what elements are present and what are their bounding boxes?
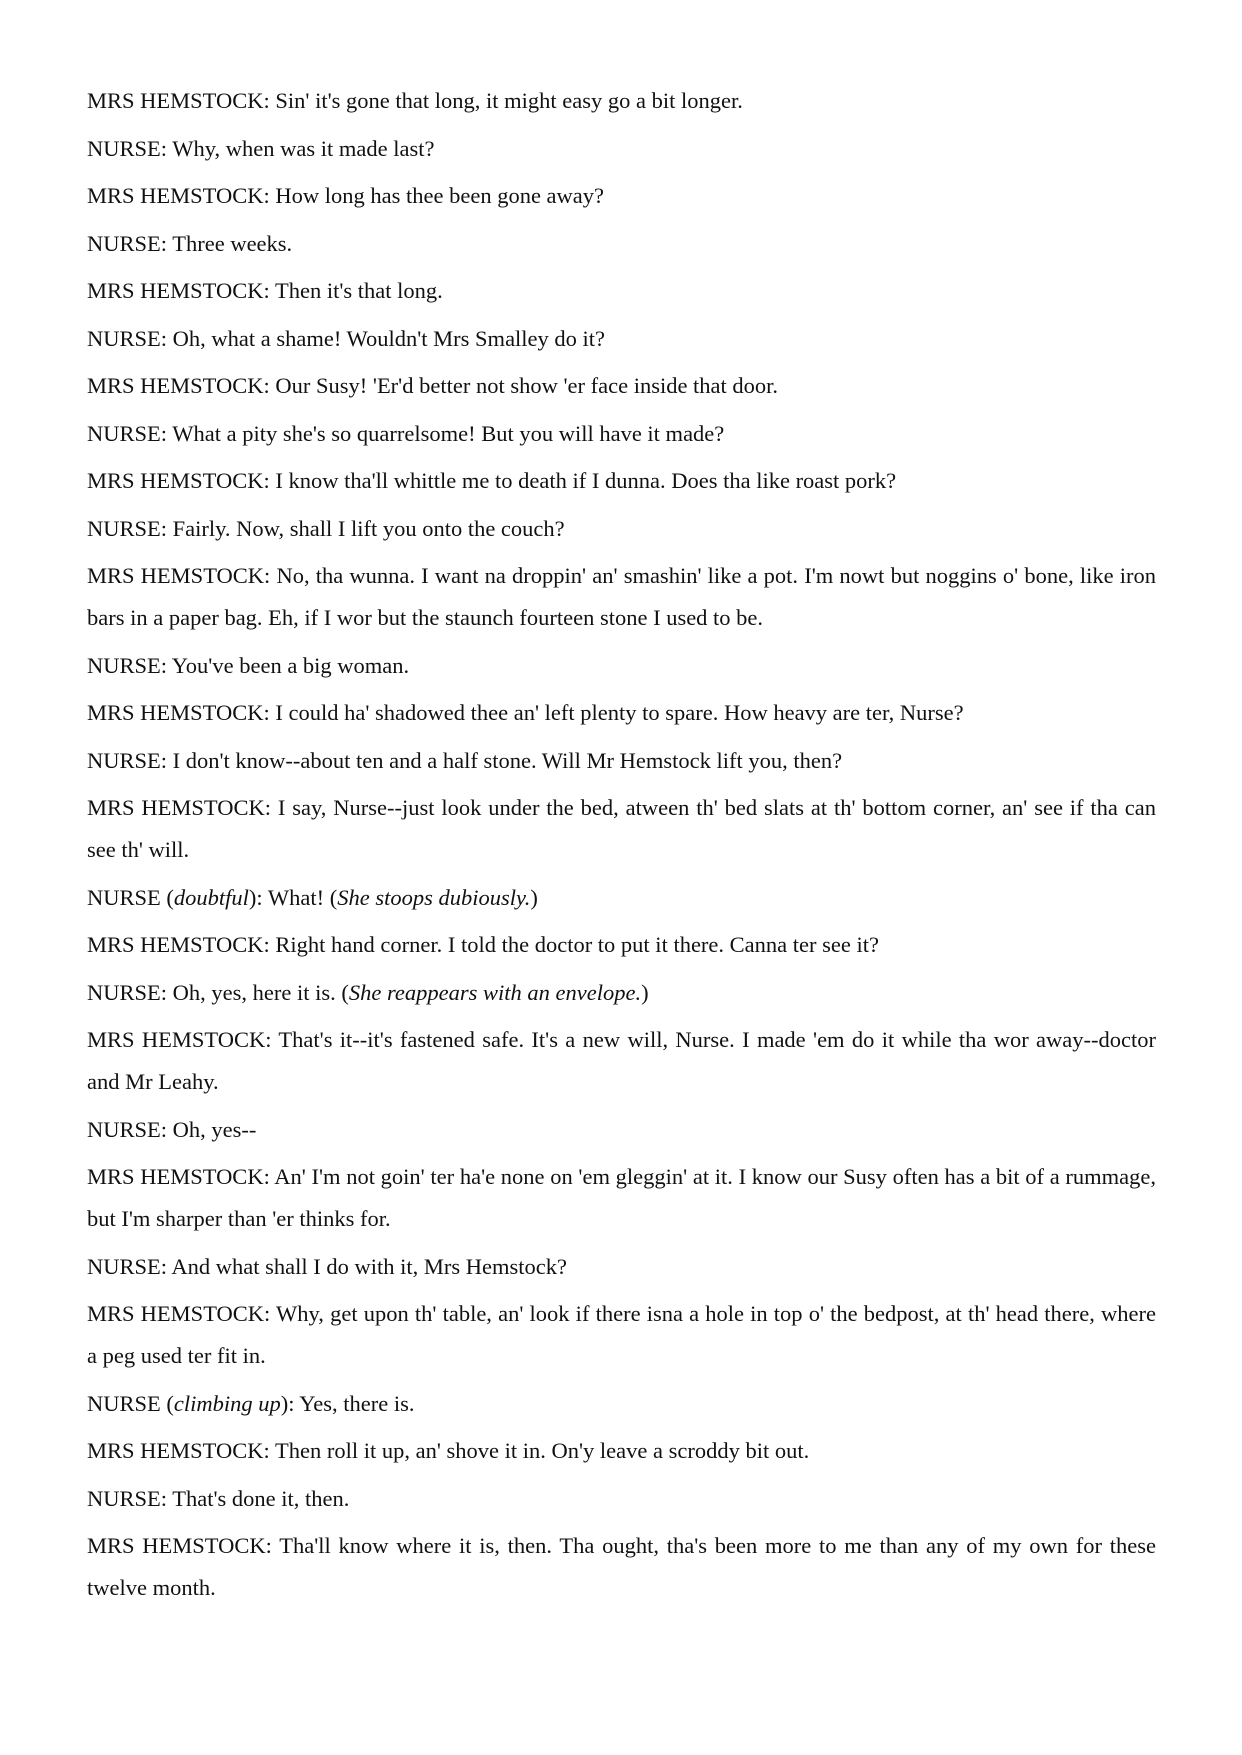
dialogue-line: MRS HEMSTOCK: That's it--it's fastened safe. It's a new will, Nurse. I made 'em do it while tha wor away--doctor and Mr Leahy. xyxy=(87,1027,1156,1094)
speech-text: ): Yes, there is. xyxy=(280,1390,415,1416)
speech-text: NURSE: Oh, yes, here it is. ( xyxy=(87,979,349,1005)
dialogue-line: MRS HEMSTOCK: Why, get upon th' table, an' look if there isna a hole in top o' the bedpost, at th' head there, where a peg used ter fit in. xyxy=(87,1301,1156,1368)
stage-direction: doubtful xyxy=(173,884,249,910)
dialogue-line: MRS HEMSTOCK: An' I'm not goin' ter ha'e none on 'em gleggin' at it. I know our Susy often has a bit of a rummage, but I'm sharper than 'er thinks for. xyxy=(87,1164,1156,1231)
dialogue-line: MRS HEMSTOCK: I say, Nurse--just look under the bed, atween th' bed slats at th' bottom corner, an' see if tha can see th' will. xyxy=(87,795,1156,862)
stage-direction: She reappears with an envelope. xyxy=(348,979,642,1005)
dialogue-line: MRS HEMSTOCK: No, tha wunna. I want na droppin' an' smashin' like a pot. I'm nowt but noggins o' bone, like iron bars in a paper bag. Eh, if I wor but the staunch fourteen stone I used to be. xyxy=(87,563,1156,630)
dialogue-line: NURSE: Three weeks. xyxy=(87,230,293,256)
stage-direction: She stoops dubiously. xyxy=(337,884,531,910)
play-script-page xyxy=(87,80,1156,1615)
dialogue-line: MRS HEMSTOCK: Then it's that long. xyxy=(87,278,443,303)
dialogue-line: MRS HEMSTOCK: Then roll it up, an' shove it in. On'y leave a scroddy bit out. xyxy=(87,1438,810,1463)
dialogue-line: MRS HEMSTOCK: How long has thee been gone away? xyxy=(87,183,605,208)
dialogue-line: MRS HEMSTOCK: Our Susy! 'Er'd better not show 'er face inside that door. xyxy=(87,373,779,398)
dialogue-line: NURSE: Why, when was it made last? xyxy=(87,135,435,161)
dialogue-line: NURSE: Oh, yes-- xyxy=(87,1116,257,1142)
dialogue-line: NURSE: That's done it, then. xyxy=(87,1485,350,1511)
dialogue-line: NURSE: What a pity she's so quarrelsome! But you will have it made? xyxy=(87,420,725,446)
closing-paren: ) xyxy=(641,979,649,1005)
closing-paren: ) xyxy=(530,884,538,910)
dialogue-line: NURSE: You've been a big woman. xyxy=(87,652,410,678)
dialogue-line-with-stage-direction xyxy=(87,1383,1156,1425)
dialogue-line: NURSE: Fairly. Now, shall I lift you onto the couch? xyxy=(87,515,565,541)
dialogue-line-with-stage-direction xyxy=(87,972,1156,1014)
dialogue-line: MRS HEMSTOCK: Sin' it's gone that long, it might easy go a bit longer. xyxy=(87,88,743,113)
dialogue-line: NURSE: And what shall I do with it, Mrs Hemstock? xyxy=(87,1253,567,1279)
speaker-text: NURSE ( xyxy=(87,884,174,910)
dialogue-line: MRS HEMSTOCK: I could ha' shadowed thee an' left plenty to spare. How heavy are ter, Nurse? xyxy=(87,700,964,725)
speech-text: ): What! ( xyxy=(248,884,338,910)
dialogue-line: NURSE: I don't know--about ten and a half stone. Will Mr Hemstock lift you, then? xyxy=(87,747,843,773)
speaker-text: NURSE ( xyxy=(87,1390,174,1416)
stage-direction: climbing up xyxy=(173,1390,281,1416)
dialogue-line: NURSE: Oh, what a shame! Wouldn't Mrs Smalley do it? xyxy=(87,325,606,351)
dialogue-line-with-stage-direction xyxy=(87,877,1156,919)
dialogue-line: MRS HEMSTOCK: Tha'll know where it is, then. Tha ought, tha's been more to me than any of my own for these twelve month. xyxy=(87,1533,1156,1600)
dialogue-line: MRS HEMSTOCK: Right hand corner. I told the doctor to put it there. Canna ter see it? xyxy=(87,932,879,957)
dialogue-line: MRS HEMSTOCK: I know tha'll whittle me to death if I dunna. Does tha like roast pork? xyxy=(87,468,897,493)
